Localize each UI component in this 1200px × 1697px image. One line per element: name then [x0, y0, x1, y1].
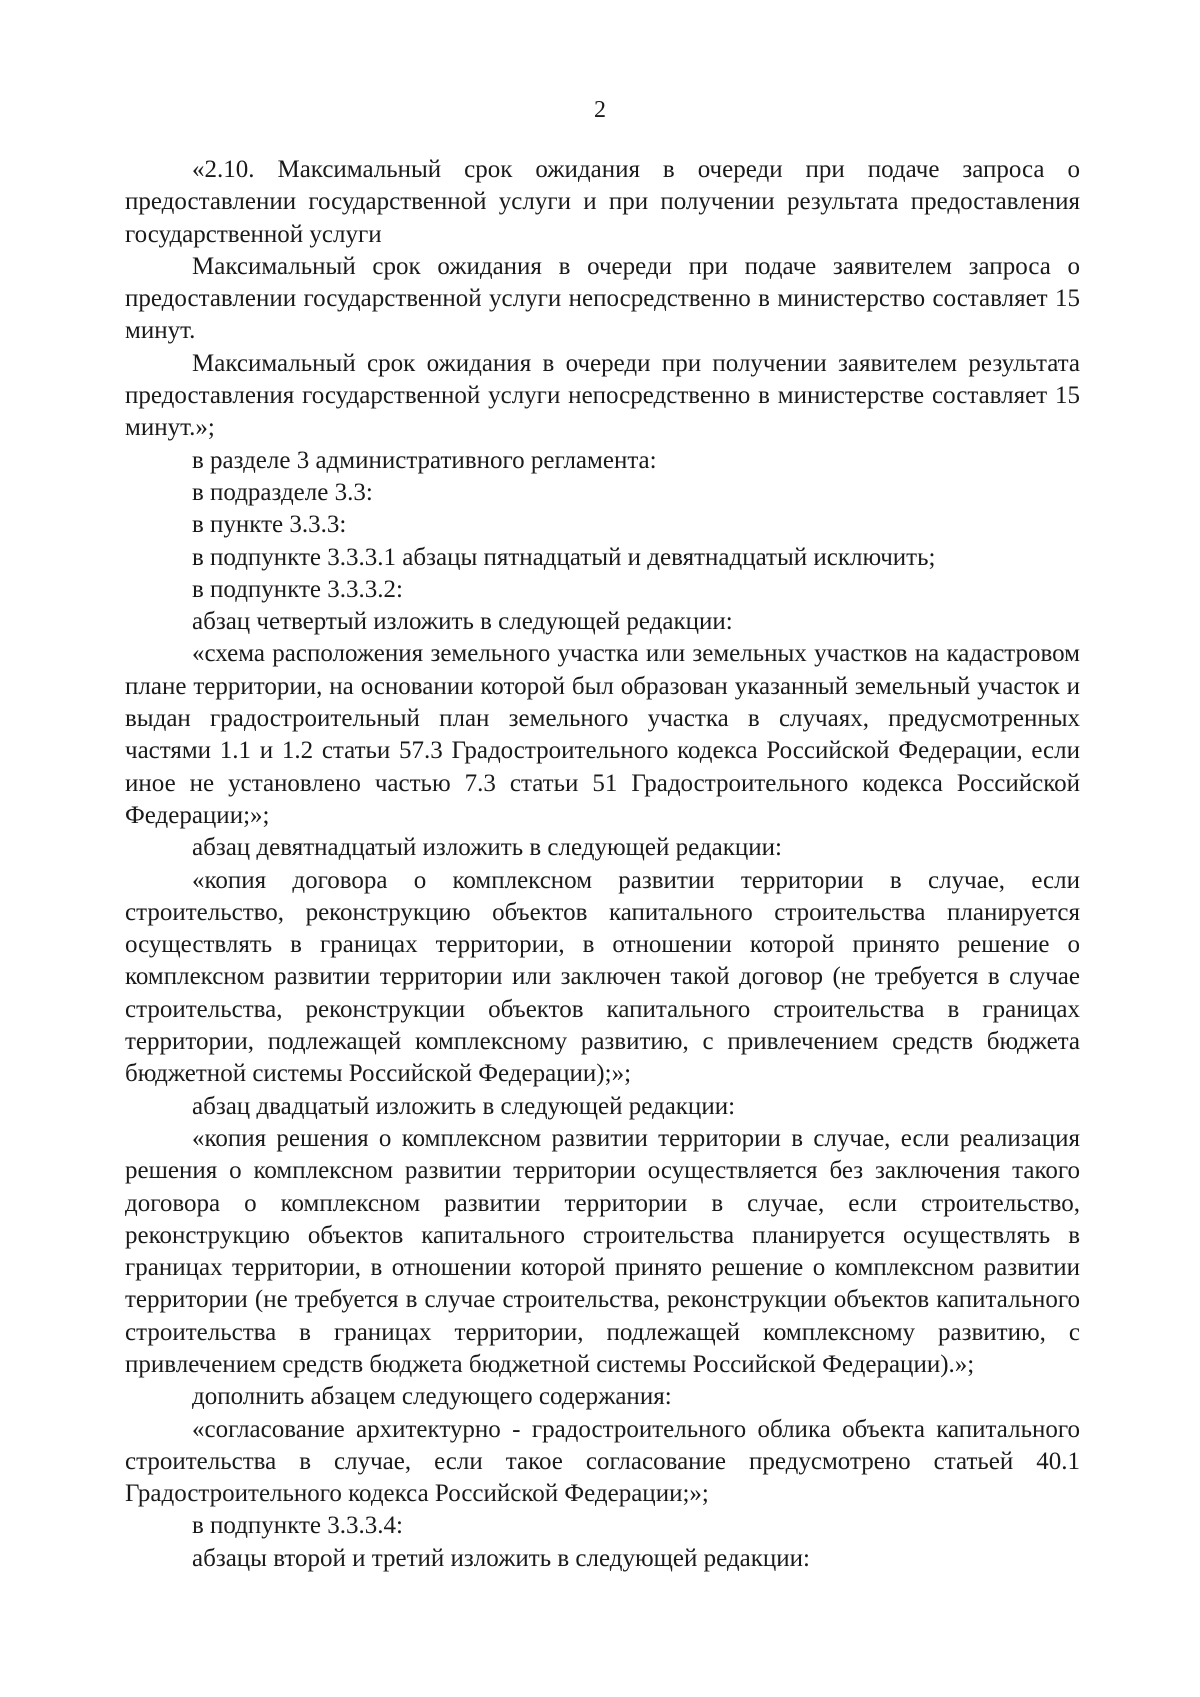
paragraph: абзацы второй и третий изложить в следующей редакции:: [192, 1544, 810, 1572]
paragraph: абзац девятнадцатый изложить в следующей редакции:: [192, 834, 782, 862]
paragraph: Максимальный срок ожидания в очереди при подаче заявителем запроса о предоставлении государственной услуги непосредственно в министерство составляет 15 минут.: [125, 252, 1080, 345]
paragraph: абзац четвертый изложить в следующей редакции:: [192, 608, 733, 636]
paragraph-section-2-10-heading: «2.10. Максимальный срок ожидания в очереди при подаче запроса о предоставлении государственной услуги и при получении результата предоставления государственной услуги: [125, 156, 1080, 248]
paragraph: в пункте 3.3.3:: [192, 511, 347, 539]
paragraph: «схема расположения земельного участка или земельных участков на кадастровом плане территории, на основании которой был образован указанный земельный участок и выдан градостроительный план земельного участка в случаях, предусмотренных частями 1.1 и 1.2 статьи 57.3 Градостроительного кодекса Российской Федерации, если иное не установлено частью 7.3 статьи 51 Градостроительного кодекса Российской Федерации;»;: [125, 640, 1080, 829]
paragraph: Максимальный срок ожидания в очереди при получении заявителем результата предоставления государственной услуги непосредственно в министерстве составляет 15 минут.»;: [125, 349, 1080, 442]
paragraph: в подпункте 3.3.3.2:: [192, 575, 403, 603]
paragraph: «копия решения о комплексном развитии территории в случае, если реализация решения о комплексном развитии территории осуществляется без заключения такого договора о комплексном развитии территории в случае, если строительство, реконструкцию объектов капитального строительства планируется осуществлять в границах территории, в отношении которой принято решение о комплексном развитии территории (не требуется в случае строительства, реконструкции объектов капитального строительства в границах территории, подлежащей комплексному развитию, с привлечением средств бюджета бюджетной системы Российской Федерации).»;: [125, 1124, 1080, 1378]
paragraph: абзац двадцатый изложить в следующей редакции:: [192, 1092, 736, 1120]
paragraph: дополнить абзацем следующего содержания:: [192, 1383, 672, 1411]
paragraph: в подпункте 3.3.3.1 абзацы пятнадцатый и девятнадцатый исключить;: [192, 543, 936, 571]
paragraph: в разделе 3 административного регламента:: [192, 446, 657, 474]
paragraph: в подразделе 3.3:: [192, 478, 373, 506]
paragraph: в подпункте 3.3.3.4:: [192, 1512, 403, 1540]
document-body: [125, 154, 1080, 1575]
page-number: 2: [594, 97, 606, 123]
paragraph: «согласование архитектурно - градостроительного облика объекта капитального строительства в случае, если такое согласование предусмотрено статьей 40.1 Градостроительного кодекса Российской Федерации;»;: [125, 1415, 1080, 1508]
paragraph: «копия договора о комплексном развитии территории в случае, если строительство, реконструкцию объектов капитального строительства планируется осуществлять в границах территории, в отношении которой принято решение о комплексном развитии территории или заключен такой договор (не требуется в случае строительства, реконструкции объектов капитального строительства в границах территории, подлежащей комплексному развитию, с привлечением средств бюджета бюджетной системы Российской Федерации);»;: [125, 866, 1080, 1088]
